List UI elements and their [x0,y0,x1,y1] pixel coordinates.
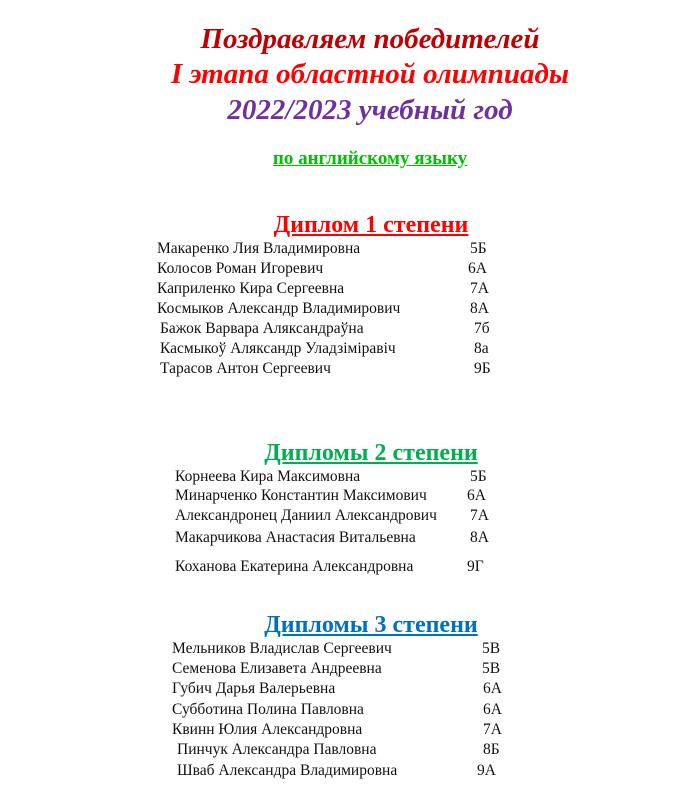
winner-grade: 5В [482,660,501,677]
winner-name: Макаренко Лия Владимировна [157,240,361,257]
winner-grade: 8Б [483,741,500,758]
winner-name: Тарасов Антон Сергеевич [160,360,331,377]
winner-grade: 9А [477,762,496,779]
winner-grade: 8А [470,300,489,317]
diploma-2-heading: Дипломы 2 степени [264,440,478,466]
winner-name: Макарчикова Анастасия Витальевна [175,529,416,546]
winner-grade: 8А [470,529,489,546]
winner-grade: 9Г [467,558,484,575]
winner-name: Субботина Полина Павловна [172,701,364,718]
winner-name: Каприленко Кира Сергеевна [157,280,345,297]
winner-grade: 7А [470,507,489,524]
diploma-3-heading: Дипломы 3 степени [264,612,478,638]
winner-grade: 5В [482,640,501,657]
winner-name: Минарченко Константин Максимович [175,487,427,504]
winner-grade: 6А [483,680,502,697]
title-line-3: 2022/2023 учебный год [227,94,513,126]
winner-grade: 7А [483,721,502,738]
title-line-1: Поздравляем победителей [200,23,540,55]
winner-name: Александронец Даниил Александрович [175,507,437,524]
winner-name: Корнеева Кира Максимовна [175,468,361,485]
winner-grade: 9Б [474,360,491,377]
winner-name: Губич Дарья Валерьевна [172,680,336,697]
winner-name: Колосов Роман Игоревич [157,260,324,277]
subject-label: по английскому языку [272,148,468,169]
winner-name: Семенова Елизавета Андреевна [172,660,382,677]
title-line-2: I этапа областной олимпиады [170,58,570,90]
winner-name: Пинчук Александра Павловна [177,741,377,758]
winner-name: Коханова Екатерина Александровна [175,558,414,575]
winner-grade: 5Б [470,468,487,485]
winner-grade: 7А [470,280,489,297]
winner-name: Мельников Владислав Сергеевич [172,640,392,657]
winner-grade: 8а [474,340,489,357]
winner-grade: 6А [483,701,502,718]
winner-grade: 6А [467,487,486,504]
diploma-1-heading: Диплом 1 степени [273,212,469,238]
winner-grade: 5Б [470,240,487,257]
winner-name: Бажок Варвара Аляксандраўна [160,320,364,337]
winner-grade: 7б [474,320,490,337]
winner-name: Квинн Юлия Александровна [172,721,363,738]
winner-name: Космыков Александр Владимирович [157,300,401,317]
winner-name: Касмыкоў Аляксандр Уладзіміравіч [160,340,396,357]
winner-grade: 6А [468,260,487,277]
winner-name: Шваб Александра Владимировна [177,762,398,779]
